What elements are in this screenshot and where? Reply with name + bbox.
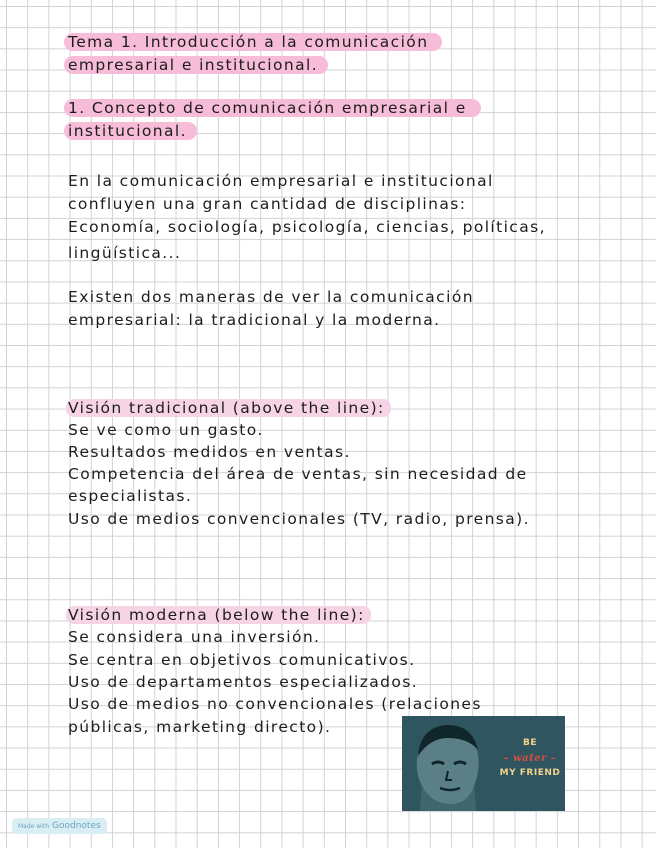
goodnotes-watermark — [12, 818, 107, 834]
poster-line-3: MY FRIEND — [499, 768, 561, 778]
paragraph-2-line: empresarial: la tradicional y la moderna. — [68, 311, 441, 329]
paragraph-1-line: En la comunicación empresarial e institucional — [68, 172, 494, 190]
traditional-line: Se ve como un gasto. — [68, 421, 264, 439]
traditional-line: Uso de medios convencionales (TV, radio, prensa). — [68, 510, 530, 528]
title-highlight: empresarial e institucional. — [64, 56, 328, 74]
title-highlight: Tema 1. Introducción a la comunicación — [64, 33, 442, 51]
section-heading-line-2 — [68, 120, 197, 142]
watermark-brand: Goodnotes — [52, 821, 101, 831]
section-heading-highlight: 1. Concepto de comunicación empresarial e — [64, 99, 481, 117]
modern-heading-text: Visión moderna (below the line): — [66, 606, 371, 624]
traditional-line: especialistas. — [68, 487, 193, 505]
modern-line: Se centra en objetivos comunicativos. — [68, 651, 416, 669]
modern-heading — [68, 604, 371, 626]
section-heading-highlight: institucional. — [64, 122, 197, 140]
modern-line: públicas, marketing directo). — [68, 718, 332, 736]
be-water-poster — [402, 716, 565, 811]
face-portrait-icon — [402, 716, 502, 811]
page-title-line-1 — [68, 31, 442, 53]
watermark-prefix: Made with — [18, 823, 49, 830]
modern-line: Se considera una inversión. — [68, 628, 321, 646]
traditional-heading — [68, 397, 391, 419]
traditional-heading-text: Visión tradicional (above the line): — [66, 399, 391, 417]
traditional-line: Competencia del área de ventas, sin necesidad de — [68, 465, 528, 483]
paragraph-1-line: Economía, sociología, psicología, ciencias, políticas, — [68, 218, 546, 236]
modern-line: Uso de medios no convencionales (relaciones — [68, 695, 482, 713]
poster-text — [498, 736, 562, 781]
section-heading-line-1 — [68, 97, 481, 119]
traditional-line: Resultados medidos en ventas. — [68, 443, 351, 461]
paragraph-1-line: lingüística... — [68, 244, 182, 262]
poster-line-1: BE — [522, 738, 537, 748]
modern-line: Uso de departamentos especializados. — [68, 673, 419, 691]
poster-line-2: – water – — [503, 753, 557, 764]
paragraph-2-line: Existen dos maneras de ver la comunicación — [68, 288, 474, 306]
paragraph-1-line: confluyen una gran cantidad de disciplinas: — [68, 195, 467, 213]
page-title-line-2 — [68, 54, 328, 76]
